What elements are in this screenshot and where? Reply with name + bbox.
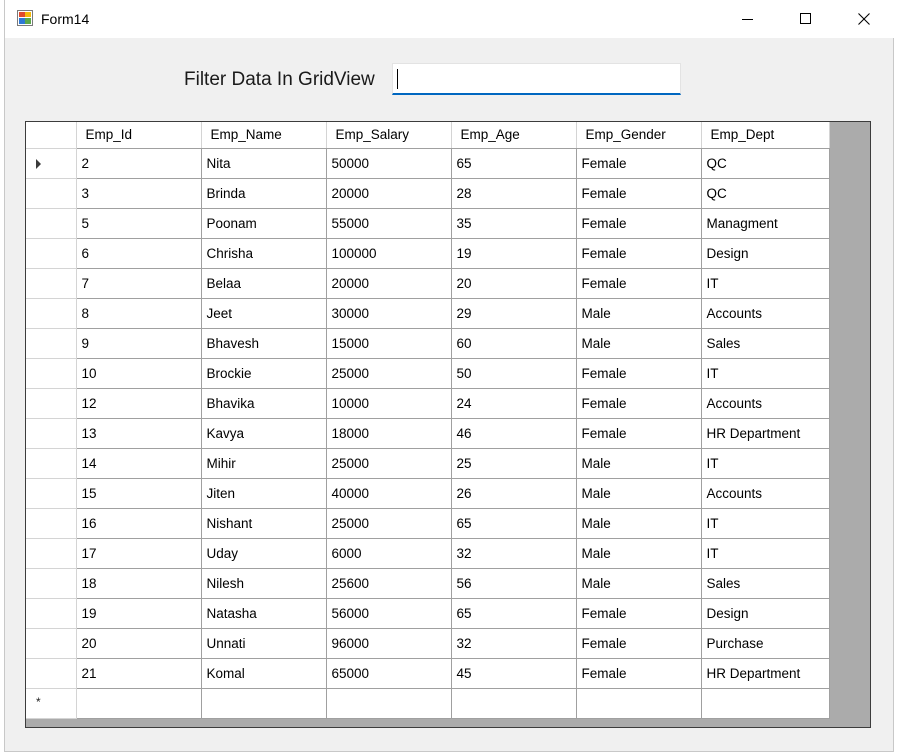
- grid-table: [26, 122, 830, 719]
- cell-emp-gender[interactable]: Female: [576, 388, 701, 418]
- cell-emp-id[interactable]: 5: [76, 208, 201, 238]
- row-header[interactable]: [26, 388, 76, 418]
- new-cell-emp-gender[interactable]: [576, 688, 701, 718]
- cell-emp-salary[interactable]: 65000: [326, 658, 451, 688]
- top-left-header-cell[interactable]: [26, 122, 76, 148]
- table-row[interactable]: [26, 298, 829, 328]
- cell-emp-dept[interactable]: Sales: [701, 568, 829, 598]
- cell-emp-age[interactable]: 24: [451, 388, 576, 418]
- cell-emp-id[interactable]: 8: [76, 298, 201, 328]
- cell-emp-salary[interactable]: 10000: [326, 388, 451, 418]
- cell-emp-id[interactable]: 15: [76, 478, 201, 508]
- cell-emp-age[interactable]: 29: [451, 298, 576, 328]
- row-header[interactable]: [26, 238, 76, 268]
- cell-emp-dept[interactable]: IT: [701, 508, 829, 538]
- cell-emp-dept[interactable]: Accounts: [701, 388, 829, 418]
- cell-emp-dept[interactable]: IT: [701, 448, 829, 478]
- cell-emp-name[interactable]: Bhavika: [201, 388, 326, 418]
- cell-emp-dept[interactable]: IT: [701, 358, 829, 388]
- table-row[interactable]: [26, 238, 829, 268]
- minimize-button[interactable]: [719, 0, 777, 38]
- row-header[interactable]: [26, 478, 76, 508]
- cell-emp-name[interactable]: Nita: [201, 148, 326, 178]
- new-cell-emp-salary[interactable]: [326, 688, 451, 718]
- row-header[interactable]: [26, 148, 76, 178]
- cell-emp-name[interactable]: Natasha: [201, 598, 326, 628]
- cell-emp-name[interactable]: Jeet: [201, 298, 326, 328]
- cell-emp-name[interactable]: Poonam: [201, 208, 326, 238]
- cell-emp-name[interactable]: Jiten: [201, 478, 326, 508]
- cell-emp-salary[interactable]: 50000: [326, 148, 451, 178]
- cell-emp-dept[interactable]: IT: [701, 268, 829, 298]
- cell-emp-age[interactable]: 32: [451, 628, 576, 658]
- form-window: [4, 0, 894, 752]
- filter-label: Filter Data In GridView: [184, 69, 375, 90]
- cell-emp-id[interactable]: 17: [76, 538, 201, 568]
- row-header[interactable]: [26, 358, 76, 388]
- row-header[interactable]: [26, 208, 76, 238]
- column-header-emp-age[interactable]: Emp_Age: [451, 122, 576, 148]
- column-header-emp-gender[interactable]: Emp_Gender: [576, 122, 701, 148]
- table-row[interactable]: [26, 268, 829, 298]
- cell-emp-salary[interactable]: 56000: [326, 598, 451, 628]
- cell-emp-salary[interactable]: 15000: [326, 328, 451, 358]
- cell-emp-dept[interactable]: Accounts: [701, 298, 829, 328]
- cell-emp-gender[interactable]: Male: [576, 538, 701, 568]
- cell-emp-salary[interactable]: 100000: [326, 238, 451, 268]
- row-header[interactable]: [26, 298, 76, 328]
- close-icon: [858, 13, 870, 25]
- cell-emp-id[interactable]: 20: [76, 628, 201, 658]
- text-caret: [397, 69, 398, 89]
- cell-emp-salary[interactable]: 20000: [326, 268, 451, 298]
- cell-emp-name[interactable]: Unnati: [201, 628, 326, 658]
- column-header-emp-salary[interactable]: Emp_Salary: [326, 122, 451, 148]
- cell-emp-salary[interactable]: 20000: [326, 178, 451, 208]
- row-header[interactable]: [26, 538, 76, 568]
- new-cell-emp-age[interactable]: [451, 688, 576, 718]
- new-row-star-icon: *: [36, 694, 41, 709]
- column-header-emp-dept[interactable]: Emp_Dept: [701, 122, 829, 148]
- table-row[interactable]: [26, 598, 829, 628]
- cell-emp-salary[interactable]: 96000: [326, 628, 451, 658]
- cell-emp-id[interactable]: 18: [76, 568, 201, 598]
- cell-emp-name[interactable]: Uday: [201, 538, 326, 568]
- cell-emp-dept[interactable]: Sales: [701, 328, 829, 358]
- cell-emp-age[interactable]: 20: [451, 268, 576, 298]
- cell-emp-salary[interactable]: 25000: [326, 358, 451, 388]
- cell-emp-gender[interactable]: Male: [576, 328, 701, 358]
- cell-emp-id[interactable]: 2: [76, 148, 201, 178]
- cell-emp-gender[interactable]: Male: [576, 448, 701, 478]
- cell-emp-salary[interactable]: 25000: [326, 448, 451, 478]
- cell-emp-gender[interactable]: Male: [576, 568, 701, 598]
- row-header[interactable]: [26, 658, 76, 688]
- cell-emp-age[interactable]: 19: [451, 238, 576, 268]
- cell-emp-age[interactable]: 65: [451, 598, 576, 628]
- cell-emp-id[interactable]: 6: [76, 238, 201, 268]
- cell-emp-salary[interactable]: 18000: [326, 418, 451, 448]
- cell-emp-salary[interactable]: 55000: [326, 208, 451, 238]
- cell-emp-id[interactable]: 14: [76, 448, 201, 478]
- cell-emp-age[interactable]: 26: [451, 478, 576, 508]
- row-header[interactable]: [26, 178, 76, 208]
- cell-emp-name[interactable]: Nilesh: [201, 568, 326, 598]
- table-row[interactable]: [26, 658, 829, 688]
- cell-emp-age[interactable]: 65: [451, 148, 576, 178]
- cell-emp-gender[interactable]: Female: [576, 658, 701, 688]
- cell-emp-id[interactable]: 3: [76, 178, 201, 208]
- new-row[interactable]: [26, 688, 829, 718]
- cell-emp-salary[interactable]: 25600: [326, 568, 451, 598]
- cell-emp-age[interactable]: 50: [451, 358, 576, 388]
- cell-emp-age[interactable]: 35: [451, 208, 576, 238]
- cell-emp-age[interactable]: 56: [451, 568, 576, 598]
- cell-emp-age[interactable]: 65: [451, 508, 576, 538]
- cell-emp-id[interactable]: 9: [76, 328, 201, 358]
- cell-emp-id[interactable]: 13: [76, 418, 201, 448]
- table-row[interactable]: [26, 418, 829, 448]
- cell-emp-dept[interactable]: Purchase: [701, 628, 829, 658]
- table-row[interactable]: [26, 508, 829, 538]
- table-row[interactable]: [26, 628, 829, 658]
- cell-emp-gender[interactable]: Female: [576, 418, 701, 448]
- cell-emp-age[interactable]: 28: [451, 178, 576, 208]
- row-header[interactable]: [26, 568, 76, 598]
- cell-emp-gender[interactable]: Female: [576, 178, 701, 208]
- header-row: [26, 122, 829, 148]
- row-header[interactable]: [26, 418, 76, 448]
- cell-emp-name[interactable]: Mihir: [201, 448, 326, 478]
- cell-emp-dept[interactable]: HR Department: [701, 418, 829, 448]
- cell-emp-dept[interactable]: Accounts: [701, 478, 829, 508]
- current-row-arrow-icon: [36, 159, 41, 169]
- filter-textbox[interactable]: [392, 63, 681, 95]
- cell-emp-gender[interactable]: Female: [576, 268, 701, 298]
- column-header-emp-id[interactable]: Emp_Id: [76, 122, 201, 148]
- cell-emp-dept[interactable]: IT: [701, 538, 829, 568]
- new-cell-emp-dept[interactable]: [701, 688, 829, 718]
- cell-emp-age[interactable]: 60: [451, 328, 576, 358]
- minimize-icon: [742, 13, 754, 25]
- data-grid-view[interactable]: [25, 121, 871, 728]
- table-row[interactable]: [26, 328, 829, 358]
- cell-emp-dept[interactable]: Design: [701, 238, 829, 268]
- row-header[interactable]: [26, 598, 76, 628]
- cell-emp-id[interactable]: 12: [76, 388, 201, 418]
- table-row[interactable]: [26, 538, 829, 568]
- close-button[interactable]: [835, 0, 893, 38]
- cell-emp-age[interactable]: 25: [451, 448, 576, 478]
- cell-emp-id[interactable]: 19: [76, 598, 201, 628]
- table-row[interactable]: [26, 568, 829, 598]
- cell-emp-name[interactable]: Belaa: [201, 268, 326, 298]
- cell-emp-gender[interactable]: Male: [576, 298, 701, 328]
- cell-emp-salary[interactable]: 25000: [326, 508, 451, 538]
- title-bar[interactable]: [5, 0, 895, 38]
- cell-emp-name[interactable]: Brockie: [201, 358, 326, 388]
- new-cell-emp-id[interactable]: [76, 688, 201, 718]
- cell-emp-gender[interactable]: Female: [576, 148, 701, 178]
- maximize-icon: [800, 13, 812, 25]
- cell-emp-dept[interactable]: QC: [701, 148, 829, 178]
- cell-emp-name[interactable]: Nishant: [201, 508, 326, 538]
- row-header[interactable]: [26, 268, 76, 298]
- cell-emp-id[interactable]: 21: [76, 658, 201, 688]
- cell-emp-salary[interactable]: 6000: [326, 538, 451, 568]
- table-row[interactable]: [26, 358, 829, 388]
- cell-emp-gender[interactable]: Male: [576, 508, 701, 538]
- cell-emp-gender[interactable]: Female: [576, 238, 701, 268]
- cell-emp-gender[interactable]: Female: [576, 628, 701, 658]
- cell-emp-name[interactable]: Komal: [201, 658, 326, 688]
- cell-emp-gender[interactable]: Female: [576, 358, 701, 388]
- new-cell-emp-name[interactable]: [201, 688, 326, 718]
- cell-emp-gender[interactable]: Male: [576, 478, 701, 508]
- cell-emp-id[interactable]: 16: [76, 508, 201, 538]
- cell-emp-name[interactable]: Kavya: [201, 418, 326, 448]
- cell-emp-age[interactable]: 32: [451, 538, 576, 568]
- cell-emp-dept[interactable]: HR Department: [701, 658, 829, 688]
- table-row[interactable]: [26, 208, 829, 238]
- row-header[interactable]: [26, 508, 76, 538]
- cell-emp-salary[interactable]: 40000: [326, 478, 451, 508]
- table-row[interactable]: [26, 478, 829, 508]
- app-icon: [17, 10, 33, 26]
- row-header[interactable]: [26, 328, 76, 358]
- cell-emp-dept[interactable]: Design: [701, 598, 829, 628]
- row-header[interactable]: [26, 448, 76, 478]
- cell-emp-age[interactable]: 45: [451, 658, 576, 688]
- cell-emp-salary[interactable]: 30000: [326, 298, 451, 328]
- row-header[interactable]: [26, 688, 76, 718]
- table-row[interactable]: [26, 178, 829, 208]
- column-header-emp-name[interactable]: Emp_Name: [201, 122, 326, 148]
- table-row[interactable]: [26, 148, 829, 178]
- window-title: Form14: [41, 11, 90, 27]
- cell-emp-gender[interactable]: Female: [576, 208, 701, 238]
- cell-emp-dept[interactable]: Managment: [701, 208, 829, 238]
- cell-emp-name[interactable]: Chrisha: [201, 238, 326, 268]
- cell-emp-id[interactable]: 10: [76, 358, 201, 388]
- table-row[interactable]: [26, 448, 829, 478]
- cell-emp-dept[interactable]: QC: [701, 178, 829, 208]
- cell-emp-age[interactable]: 46: [451, 418, 576, 448]
- table-row[interactable]: [26, 388, 829, 418]
- maximize-button[interactable]: [777, 0, 835, 38]
- row-header[interactable]: [26, 628, 76, 658]
- cell-emp-name[interactable]: Brinda: [201, 178, 326, 208]
- cell-emp-gender[interactable]: Female: [576, 598, 701, 628]
- cell-emp-id[interactable]: 7: [76, 268, 201, 298]
- cell-emp-name[interactable]: Bhavesh: [201, 328, 326, 358]
